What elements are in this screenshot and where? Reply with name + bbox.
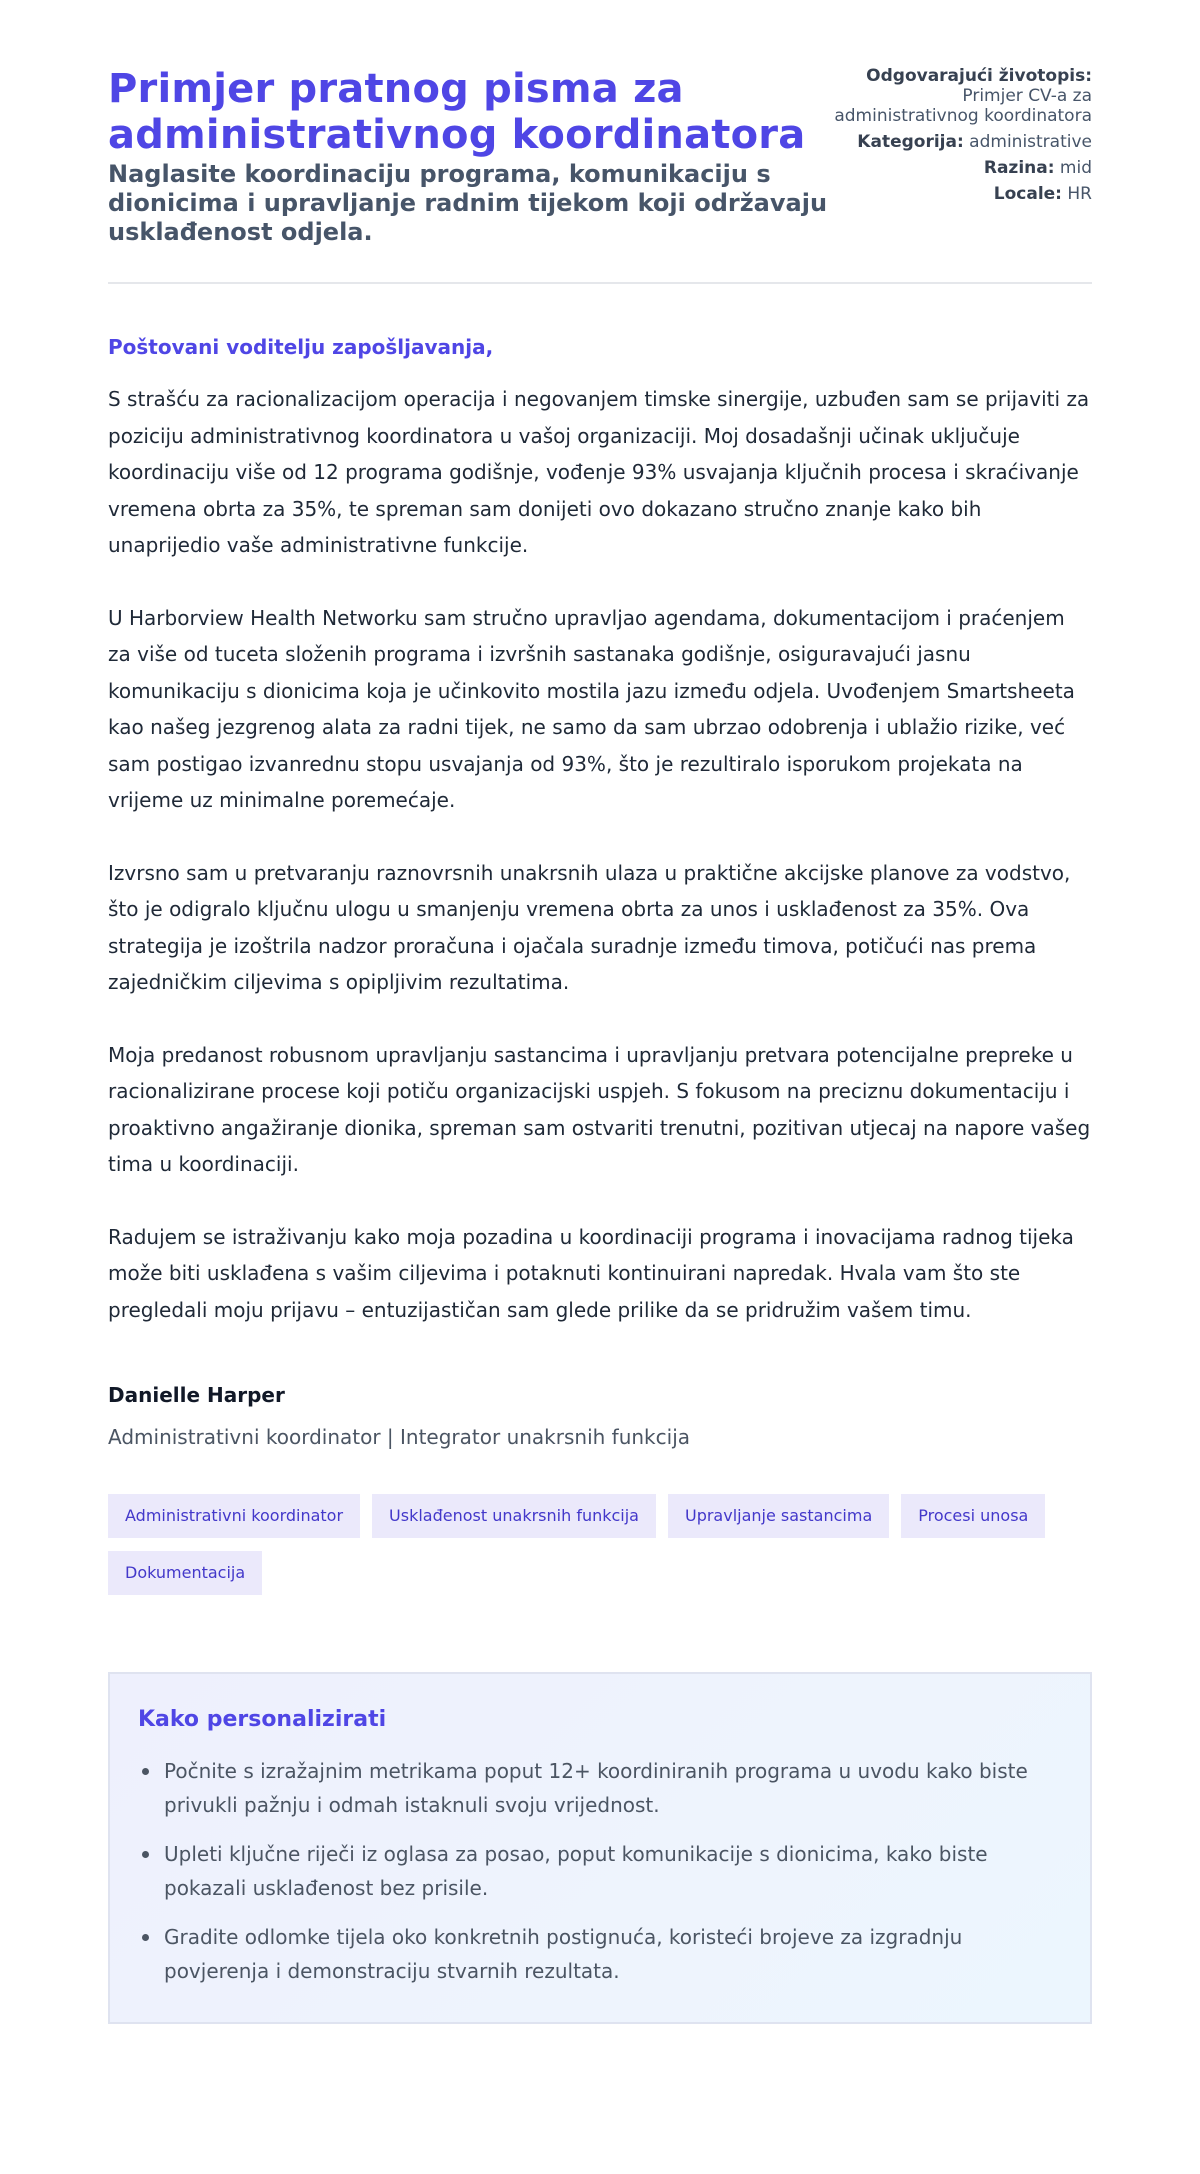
tips-item-text: Počnite s izražajnim metrikama poput 12+ koordiniranih programa u uvodu kako biste privukli pažnju i odmah istaknuli svoju vrijednost. (164, 1759, 1028, 1817)
meta-category-value: administrative (969, 132, 1092, 152)
letter-greeting: Poštovani voditelju zapošljavanja, (108, 335, 494, 359)
meta-resume (832, 66, 1092, 126)
letter-paragraph: Moja predanost robusnom upravljanju sastancima i upravljanju pretvara potencijalne prepreke u racionalizirane procese koji potiču organizacijski uspjeh. S fokusom na preciznu dokumentaciju i proaktivno angažiranje dionika, spreman sam ostvariti trenutni, pozitivan utjecaj na napore vašeg tima u koordinaciji. (108, 1042, 1091, 1176)
meta-info (832, 66, 1092, 210)
meta-resume-label: Odgovarajući životopis: (866, 66, 1092, 86)
skill-tags (108, 1494, 1098, 1595)
meta-category-label: Kategorija: (857, 132, 964, 152)
personalization-tips (108, 1672, 1092, 2024)
page-header (108, 0, 1092, 284)
meta-resume-link[interactable]: Primjer CV-a za administrativnog koordinatora (834, 86, 1092, 126)
title-block (108, 66, 828, 247)
tips-item-text: Gradite odlomke tijela oko konkretnih postignuća, koristeći brojeve za izgradnju povjerenja i demonstraciju stvarnih rezultata. (164, 1925, 963, 1983)
letter-paragraph: U Harborview Health Networku sam stručno upravljao agendama, dokumentacijom i praćenjem za više od tuceta složenih programa i izvršnih sastanaka godišnje, osiguravajući jasnu komunikaciju s dionicima koja je učinkovito mostila jazu između odjela. Uvođenjem Smartsheeta kao našeg jezgrenog alata za radni tijek, ne samo da sam ubrzao odobrenja i ublažio rizike, već sam postigao izvanrednu stopu usvajanja od 93%, što je rezultiralo isporukom projekata na vrijeme uz minimalne poremećaje. (108, 605, 1075, 812)
tips-list (138, 1754, 1062, 1988)
tips-title: Kako personalizirati (138, 1707, 387, 1732)
bullet-icon (142, 1851, 149, 1858)
signature-name: Danielle Harper (108, 1383, 285, 1407)
letter-body (108, 334, 1092, 1328)
signature-title: Administrativni koordinator | Integrator unakrsnih funkcija (108, 1425, 691, 1449)
tips-item (138, 1920, 1062, 1988)
meta-locale (832, 184, 1092, 204)
signature (108, 1382, 1092, 1450)
skill-tag: Procesi unosa (901, 1494, 1045, 1538)
letter-paragraph: Radujem se istraživanju kako moja pozadina u koordinaciji programa i inovacijama radnog tijeka može biti usklađena s vašim ciljevima i potaknuti kontinuirani napredak. Hvala vam što ste pregledali moju prijavu – entuzijastičan sam glede prilike da se pridružim vašem timu. (108, 1224, 1074, 1322)
tips-item-text: Upleti ključne riječi iz oglasa za posao, poput komunikacije s dionicima, kako biste pokazali usklađenost bez prisile. (164, 1842, 988, 1900)
tips-item (138, 1837, 1062, 1905)
meta-level (832, 158, 1092, 178)
skill-tag: Upravljanje sastancima (668, 1494, 889, 1538)
meta-locale-value: HR (1067, 184, 1092, 204)
cover-letter-page (108, 0, 1092, 2024)
tips-item (138, 1754, 1062, 1822)
skill-tag: Dokumentacija (108, 1551, 262, 1595)
letter-paragraph: Izvrsno sam u pretvaranju raznovrsnih unakrsnih ulaza u praktične akcijske planove za vodstvo, što je odigralo ključnu ulogu u smanjenju vremena obrta za unos i usklađenost za 35%. Ova strategija je izoštrila nadzor proračuna i ojačala suradnje između timova, potičući nas prema zajedničkim ciljevima s opipljivim rezultatima. (108, 860, 1071, 994)
meta-level-value: mid (1059, 158, 1092, 178)
page-subtitle: Naglasite koordinaciju programa, komunikaciju s dionicima i upravljanje radnim tijekom koji održavaju usklađenost odjela. (108, 160, 828, 246)
skill-tag: Administrativni koordinator (108, 1494, 360, 1538)
letter-paragraph: S strašću za racionalizacijom operacija i negovanjem timske sinergije, uzbuđen sam se prijaviti za poziciju administrativnog koordinatora u vašoj organizaciji. Moj dosadašnji učinak uključuje koordinaciju više od 12 programa godišnje, vođenje 93% usvajanja ključnih procesa i skraćivanje vremena obrta za 35%, te spreman sam donijeti ovo dokazano stručno znanje kako bih unaprijedio vaše administrativne funkcije. (108, 387, 1090, 557)
bullet-icon (142, 1768, 149, 1775)
meta-level-label: Razina: (983, 158, 1055, 178)
bullet-icon (142, 1934, 149, 1941)
page-title: Primjer pratnog pisma za administrativnog koordinatora (108, 66, 806, 158)
meta-category (832, 132, 1092, 152)
meta-locale-label: Locale: (993, 184, 1062, 204)
skill-tag: Usklađenost unakrsnih funkcija (372, 1494, 656, 1538)
letter-paragraphs (108, 381, 1092, 1328)
